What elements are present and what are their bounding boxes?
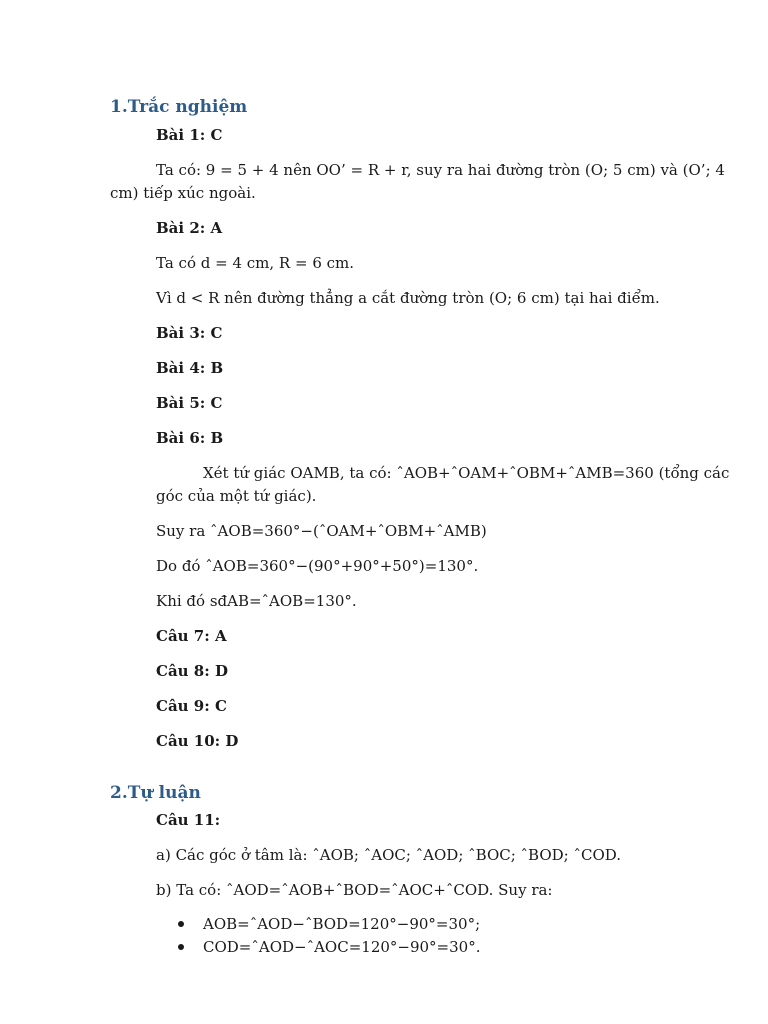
bullet-item-2: COD=ˆAOD−ˆAOC=120°−90°=30°. [203, 938, 481, 956]
section-heading-trac-nghiem: 1.Trắc nghiệm [110, 97, 248, 117]
answer-bai-1: Bài 1: C [156, 126, 223, 144]
bullet-dot-icon [178, 921, 184, 927]
answer-cau-10: Câu 10: D [156, 732, 239, 750]
section-heading-tu-luan: 2.Tự luận [110, 783, 201, 803]
explanation-bai-6-line-5: Khi đó sđAB=ˆAOB=130°. [156, 592, 357, 610]
answer-cau-8: Câu 8: D [156, 662, 228, 680]
explanation-bai-6-line-1: Xét tứ giác OAMB, ta có: ˆAOB+ˆOAM+ˆOBM+ˆAMB=360 (tổng các [203, 464, 730, 482]
answer-bai-4: Bài 4: B [156, 359, 224, 377]
answer-bai-3: Bài 3: C [156, 324, 223, 342]
bullet-item-1: AOB=ˆAOD−ˆBOD=120°−90°=30°; [203, 915, 481, 933]
bullet-dot-icon [178, 944, 184, 950]
explanation-bai-1-line-1: Ta có: 9 = 5 + 4 nên OO’ = R + r, suy ra hai đường tròn (O; 5 cm) và (O’; 4 [156, 161, 725, 179]
answer-cau-11-b: b) Ta có: ˆAOD=ˆAOB+ˆBOD=ˆAOC+ˆCOD. Suy ra: [156, 881, 553, 899]
answer-bai-6: Bài 6: B [156, 429, 224, 447]
explanation-bai-6-line-2: góc của một tứ giác). [156, 487, 317, 505]
explanation-bai-2-line-2: Vì d < R nên đường thẳng a cắt đường tròn (O; 6 cm) tại hai điểm. [156, 289, 660, 307]
answer-cau-9: Câu 9: C [156, 697, 227, 715]
answer-cau-11-a: a) Các góc ở tâm là: ˆAOB; ˆAOC; ˆAOD; ˆBOC; ˆBOD; ˆCOD. [156, 846, 622, 864]
answer-bai-2: Bài 2: A [156, 219, 223, 237]
answer-cau-7: Câu 7: A [156, 627, 227, 645]
question-cau-11: Câu 11: [156, 811, 221, 829]
explanation-bai-6-line-3: Suy ra ˆAOB=360°−(ˆOAM+ˆOBM+ˆAMB) [156, 522, 487, 540]
explanation-bai-6-line-4: Do đó ˆAOB=360°−(90°+90°+50°)=130°. [156, 557, 479, 575]
answer-bai-5: Bài 5: C [156, 394, 223, 412]
explanation-bai-1-line-2: cm) tiếp xúc ngoài. [110, 184, 256, 202]
explanation-bai-2-line-1: Ta có d = 4 cm, R = 6 cm. [156, 254, 355, 272]
